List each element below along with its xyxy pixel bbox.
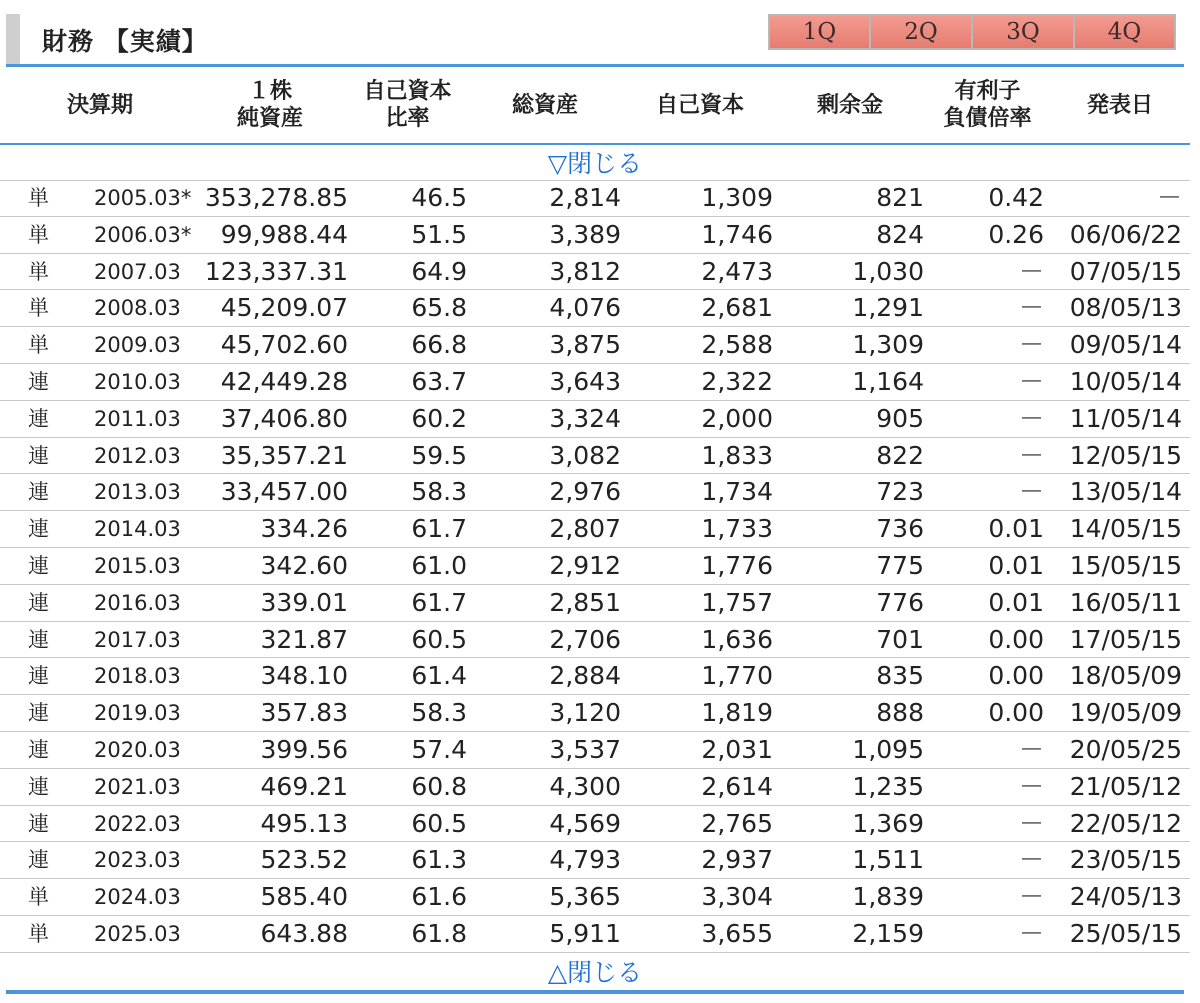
cell-equity: 1,770 bbox=[701, 661, 773, 691]
cell-equity: 2,000 bbox=[701, 403, 773, 433]
cell-equity-ratio: 57.4 bbox=[411, 734, 467, 764]
cell-type: 連 bbox=[28, 701, 49, 726]
cell-equity-ratio: 60.2 bbox=[411, 403, 467, 433]
cell-type: 単 bbox=[28, 333, 49, 358]
cell-announce-date: 13/05/14 bbox=[1069, 477, 1182, 507]
cell-equity: 2,588 bbox=[701, 330, 773, 360]
cell-type: 連 bbox=[28, 480, 49, 505]
table-row bbox=[0, 879, 1190, 916]
table-row bbox=[0, 327, 1190, 364]
col-header-surplus: 剰余金 bbox=[816, 92, 883, 118]
cell-debt-ratio: － bbox=[1018, 440, 1044, 470]
cell-total-assets: 4,076 bbox=[549, 293, 621, 323]
cell-total-assets: 3,389 bbox=[549, 219, 621, 249]
cell-type: 連 bbox=[28, 737, 49, 762]
cell-surplus: 1,369 bbox=[852, 808, 924, 838]
cell-equity: 1,833 bbox=[701, 440, 773, 470]
cell-equity: 1,733 bbox=[701, 514, 773, 544]
cell-bps: 35,357.21 bbox=[220, 440, 348, 470]
col-header-equity-ratio: 自己資本 比率 bbox=[363, 79, 452, 131]
cell-bps: 348.10 bbox=[260, 661, 348, 691]
cell-equity: 2,322 bbox=[701, 366, 773, 396]
cell-surplus: 1,095 bbox=[852, 734, 924, 764]
cell-total-assets: 2,706 bbox=[549, 624, 621, 654]
cell-equity: 2,614 bbox=[701, 771, 773, 801]
cell-period: 2006.03* bbox=[94, 222, 192, 247]
cell-period: 2013.03 bbox=[94, 480, 181, 505]
cell-debt-ratio: 0.01 bbox=[988, 514, 1044, 544]
cell-announce-date: 09/05/14 bbox=[1069, 330, 1182, 360]
cell-period: 2005.03* bbox=[94, 186, 192, 210]
cell-announce-date: 11/05/14 bbox=[1069, 403, 1182, 433]
table-row bbox=[0, 511, 1190, 548]
section-header bbox=[0, 0, 1200, 66]
cell-equity-ratio: 61.7 bbox=[411, 587, 467, 617]
col-header-debt-ratio: 有利子 負債倍率 bbox=[943, 79, 1032, 131]
cell-equity-ratio: 58.3 bbox=[411, 698, 467, 728]
cell-debt-ratio: 0.01 bbox=[988, 587, 1044, 617]
footer-divider bbox=[6, 990, 1184, 994]
table-header bbox=[0, 67, 1190, 145]
cell-type: 連 bbox=[28, 590, 49, 615]
cell-debt-ratio: － bbox=[1018, 403, 1044, 433]
cell-period: 2010.03 bbox=[94, 369, 181, 394]
cell-equity: 1,757 bbox=[701, 587, 773, 617]
cell-type: 連 bbox=[28, 553, 49, 578]
cell-total-assets: 2,851 bbox=[549, 587, 621, 617]
cell-equity-ratio: 64.9 bbox=[411, 256, 467, 286]
cell-announce-date: 20/05/25 bbox=[1069, 734, 1182, 764]
cell-period: 2011.03 bbox=[94, 406, 181, 431]
section-title: 財務 【実績】 bbox=[42, 27, 208, 56]
cell-type: 連 bbox=[28, 369, 49, 394]
table-row bbox=[0, 916, 1190, 953]
cell-surplus: 1,511 bbox=[852, 845, 924, 875]
cell-announce-date: 21/05/12 bbox=[1069, 771, 1182, 801]
cell-bps: 123,337.31 bbox=[204, 256, 348, 286]
cell-type: 連 bbox=[28, 848, 49, 873]
cell-bps: 99,988.44 bbox=[220, 219, 348, 249]
cell-equity-ratio: 61.4 bbox=[411, 661, 467, 691]
cell-total-assets: 5,365 bbox=[549, 882, 621, 912]
cell-announce-date: 12/05/15 bbox=[1069, 440, 1182, 470]
cell-surplus: 1,309 bbox=[852, 330, 924, 360]
table-row bbox=[0, 217, 1190, 254]
table-row bbox=[0, 364, 1190, 401]
cell-total-assets: 4,300 bbox=[549, 771, 621, 801]
table-row bbox=[0, 806, 1190, 843]
table-row bbox=[0, 401, 1190, 438]
cell-period: 2022.03 bbox=[94, 811, 181, 836]
table-row bbox=[0, 732, 1190, 769]
cell-announce-date: 08/05/13 bbox=[1069, 293, 1182, 323]
cell-equity: 3,304 bbox=[701, 882, 773, 912]
col-header-period: 決算期 bbox=[66, 92, 133, 118]
cell-period: 2012.03 bbox=[94, 443, 181, 468]
cell-surplus: 701 bbox=[876, 624, 924, 654]
table-row bbox=[0, 548, 1190, 585]
cell-equity: 1,776 bbox=[701, 550, 773, 580]
cell-announce-date: － bbox=[1156, 183, 1182, 212]
cell-equity-ratio: 51.5 bbox=[411, 219, 467, 249]
cell-equity: 1,819 bbox=[701, 698, 773, 728]
cell-equity-ratio: 60.5 bbox=[411, 808, 467, 838]
cell-equity: 3,655 bbox=[701, 918, 773, 948]
cell-surplus: 1,030 bbox=[852, 256, 924, 286]
cell-total-assets: 2,814 bbox=[549, 183, 621, 212]
cell-announce-date: 06/06/22 bbox=[1069, 219, 1182, 249]
col-header-announce-date: 発表日 bbox=[1086, 92, 1153, 118]
cell-surplus: 905 bbox=[876, 403, 924, 433]
cell-equity-ratio: 46.5 bbox=[411, 183, 467, 212]
cell-announce-date: 18/05/09 bbox=[1069, 661, 1182, 691]
col-header-total-assets: 総資産 bbox=[511, 92, 578, 118]
cell-equity-ratio: 61.7 bbox=[411, 514, 467, 544]
cell-equity-ratio: 61.3 bbox=[411, 845, 467, 875]
cell-surplus: 824 bbox=[876, 219, 924, 249]
cell-surplus: 1,235 bbox=[852, 771, 924, 801]
cell-bps: 45,702.60 bbox=[220, 330, 348, 360]
table-row bbox=[0, 695, 1190, 732]
table-row bbox=[0, 585, 1190, 622]
cell-surplus: 835 bbox=[876, 661, 924, 691]
cell-period: 2018.03 bbox=[94, 664, 181, 689]
cell-total-assets: 3,120 bbox=[549, 698, 621, 728]
cell-equity: 2,031 bbox=[701, 734, 773, 764]
cell-surplus: 1,291 bbox=[852, 293, 924, 323]
cell-announce-date: 15/05/15 bbox=[1069, 550, 1182, 580]
cell-total-assets: 3,537 bbox=[549, 734, 621, 764]
cell-bps: 33,457.00 bbox=[220, 477, 348, 507]
table-body bbox=[0, 180, 1190, 953]
cell-announce-date: 19/05/09 bbox=[1069, 698, 1182, 728]
cell-debt-ratio: － bbox=[1018, 477, 1044, 507]
cell-bps: 342.60 bbox=[260, 550, 348, 580]
table-row bbox=[0, 254, 1190, 291]
cell-announce-date: 10/05/14 bbox=[1069, 366, 1182, 396]
cell-bps: 42,449.28 bbox=[220, 366, 348, 396]
cell-bps: 321.87 bbox=[260, 624, 348, 654]
cell-type: 単 bbox=[28, 885, 49, 910]
cell-total-assets: 2,807 bbox=[549, 514, 621, 544]
cell-equity-ratio: 59.5 bbox=[411, 440, 467, 470]
cell-debt-ratio: 0.00 bbox=[988, 661, 1044, 691]
cell-bps: 399.56 bbox=[260, 734, 348, 764]
cell-bps: 585.40 bbox=[260, 882, 348, 912]
cell-equity: 2,937 bbox=[701, 845, 773, 875]
cell-equity-ratio: 61.6 bbox=[411, 882, 467, 912]
cell-equity: 1,636 bbox=[701, 624, 773, 654]
cell-type: 連 bbox=[28, 443, 49, 468]
cell-bps: 37,406.80 bbox=[220, 403, 348, 433]
cell-bps: 643.88 bbox=[260, 918, 348, 948]
cell-equity-ratio: 61.8 bbox=[411, 918, 467, 948]
cell-type: 連 bbox=[28, 664, 49, 689]
cell-total-assets: 3,082 bbox=[549, 440, 621, 470]
cell-type: 単 bbox=[28, 222, 49, 247]
cell-period: 2015.03 bbox=[94, 553, 181, 578]
table-row bbox=[0, 290, 1190, 327]
cell-surplus: 736 bbox=[876, 514, 924, 544]
cell-total-assets: 5,911 bbox=[549, 918, 621, 948]
cell-debt-ratio: 0.01 bbox=[988, 550, 1044, 580]
cell-total-assets: 2,884 bbox=[549, 661, 621, 691]
collapse-toggle-bottom[interactable]: △閉じる bbox=[547, 958, 643, 987]
cell-surplus: 1,164 bbox=[852, 366, 924, 396]
cell-equity: 1,734 bbox=[701, 477, 773, 507]
cell-bps: 469.21 bbox=[260, 771, 348, 801]
cell-period: 2016.03 bbox=[94, 590, 181, 615]
cell-debt-ratio: 0.26 bbox=[988, 219, 1044, 249]
cell-equity: 2,681 bbox=[701, 293, 773, 323]
cell-announce-date: 24/05/13 bbox=[1069, 882, 1182, 912]
cell-surplus: 821 bbox=[876, 183, 924, 212]
cell-equity-ratio: 61.0 bbox=[411, 550, 467, 580]
cell-surplus: 822 bbox=[876, 440, 924, 470]
cell-equity-ratio: 66.8 bbox=[411, 330, 467, 360]
cell-debt-ratio: 0.42 bbox=[988, 183, 1044, 212]
cell-type: 連 bbox=[28, 406, 49, 431]
col-header-equity: 自己資本 bbox=[655, 92, 744, 118]
cell-announce-date: 25/05/15 bbox=[1069, 918, 1182, 948]
cell-equity-ratio: 60.8 bbox=[411, 771, 467, 801]
cell-equity: 2,473 bbox=[701, 256, 773, 286]
tab-2q[interactable]: 2Q bbox=[870, 14, 972, 50]
cell-debt-ratio: － bbox=[1018, 256, 1044, 286]
cell-total-assets: 2,976 bbox=[549, 477, 621, 507]
cell-announce-date: 16/05/11 bbox=[1069, 587, 1182, 617]
tab-4q[interactable]: 4Q bbox=[1074, 14, 1176, 50]
cell-announce-date: 17/05/15 bbox=[1069, 624, 1182, 654]
table-row bbox=[0, 474, 1190, 511]
cell-debt-ratio: － bbox=[1018, 845, 1044, 875]
cell-period: 2017.03 bbox=[94, 627, 181, 652]
cell-period: 2009.03 bbox=[94, 333, 181, 358]
cell-debt-ratio: － bbox=[1018, 882, 1044, 912]
cell-surplus: 888 bbox=[876, 698, 924, 728]
cell-bps: 353,278.85 bbox=[204, 183, 348, 212]
cell-type: 単 bbox=[28, 259, 49, 284]
cell-announce-date: 14/05/15 bbox=[1069, 514, 1182, 544]
cell-bps: 339.01 bbox=[260, 587, 348, 617]
table-row bbox=[0, 180, 1190, 217]
cell-surplus: 2,159 bbox=[852, 918, 924, 948]
cell-debt-ratio: － bbox=[1018, 366, 1044, 396]
cell-equity: 1,309 bbox=[701, 183, 773, 212]
cell-type: 単 bbox=[28, 186, 49, 210]
cell-announce-date: 22/05/12 bbox=[1069, 808, 1182, 838]
cell-debt-ratio: － bbox=[1018, 734, 1044, 764]
cell-type: 連 bbox=[28, 774, 49, 799]
tab-3q[interactable]: 3Q bbox=[972, 14, 1074, 50]
cell-debt-ratio: － bbox=[1018, 330, 1044, 360]
cell-type: 単 bbox=[28, 296, 49, 321]
cell-equity-ratio: 63.7 bbox=[411, 366, 467, 396]
cell-period: 2019.03 bbox=[94, 701, 181, 726]
cell-type: 単 bbox=[28, 921, 49, 946]
table-row bbox=[0, 438, 1190, 475]
tab-1q[interactable]: 1Q bbox=[768, 14, 870, 50]
cell-surplus: 1,839 bbox=[852, 882, 924, 912]
cell-debt-ratio: 0.00 bbox=[988, 624, 1044, 654]
cell-period: 2020.03 bbox=[94, 737, 181, 762]
cell-announce-date: 23/05/15 bbox=[1069, 845, 1182, 875]
cell-type: 連 bbox=[28, 517, 49, 542]
cell-period: 2021.03 bbox=[94, 774, 181, 799]
cell-debt-ratio: － bbox=[1018, 293, 1044, 323]
cell-period: 2023.03 bbox=[94, 848, 181, 873]
cell-period: 2008.03 bbox=[94, 296, 181, 321]
cell-bps: 334.26 bbox=[260, 514, 348, 544]
table-row bbox=[0, 769, 1190, 806]
cell-total-assets: 3,812 bbox=[549, 256, 621, 286]
cell-type: 連 bbox=[28, 627, 49, 652]
cell-total-assets: 4,793 bbox=[549, 845, 621, 875]
cell-total-assets: 4,569 bbox=[549, 808, 621, 838]
table-row bbox=[0, 842, 1190, 879]
cell-total-assets: 3,643 bbox=[549, 366, 621, 396]
cell-period: 2024.03 bbox=[94, 885, 181, 910]
cell-debt-ratio: 0.00 bbox=[988, 698, 1044, 728]
col-header-bps: １株 純資産 bbox=[236, 79, 303, 131]
cell-announce-date: 07/05/15 bbox=[1069, 256, 1182, 286]
cell-bps: 523.52 bbox=[260, 845, 348, 875]
cell-bps: 357.83 bbox=[260, 698, 348, 728]
cell-surplus: 723 bbox=[876, 477, 924, 507]
cell-equity: 1,746 bbox=[701, 219, 773, 249]
table-row bbox=[0, 658, 1190, 695]
cell-total-assets: 2,912 bbox=[549, 550, 621, 580]
cell-total-assets: 3,324 bbox=[549, 403, 621, 433]
table-row bbox=[0, 622, 1190, 659]
cell-period: 2007.03 bbox=[94, 259, 181, 284]
collapse-toggle-top[interactable]: ▽閉じる bbox=[0, 144, 1190, 181]
cell-period: 2014.03 bbox=[94, 517, 181, 542]
cell-period: 2025.03 bbox=[94, 921, 181, 946]
cell-equity-ratio: 60.5 bbox=[411, 624, 467, 654]
quarter-tabs bbox=[768, 14, 1176, 50]
cell-surplus: 775 bbox=[876, 550, 924, 580]
cell-equity-ratio: 58.3 bbox=[411, 477, 467, 507]
header-accent-bar bbox=[6, 14, 20, 64]
cell-type: 連 bbox=[28, 811, 49, 836]
cell-equity: 2,765 bbox=[701, 808, 773, 838]
cell-debt-ratio: － bbox=[1018, 918, 1044, 948]
cell-surplus: 776 bbox=[876, 587, 924, 617]
cell-debt-ratio: － bbox=[1018, 808, 1044, 838]
cell-debt-ratio: － bbox=[1018, 771, 1044, 801]
cell-equity-ratio: 65.8 bbox=[411, 293, 467, 323]
cell-bps: 495.13 bbox=[260, 808, 348, 838]
cell-total-assets: 3,875 bbox=[549, 330, 621, 360]
cell-bps: 45,209.07 bbox=[220, 293, 348, 323]
